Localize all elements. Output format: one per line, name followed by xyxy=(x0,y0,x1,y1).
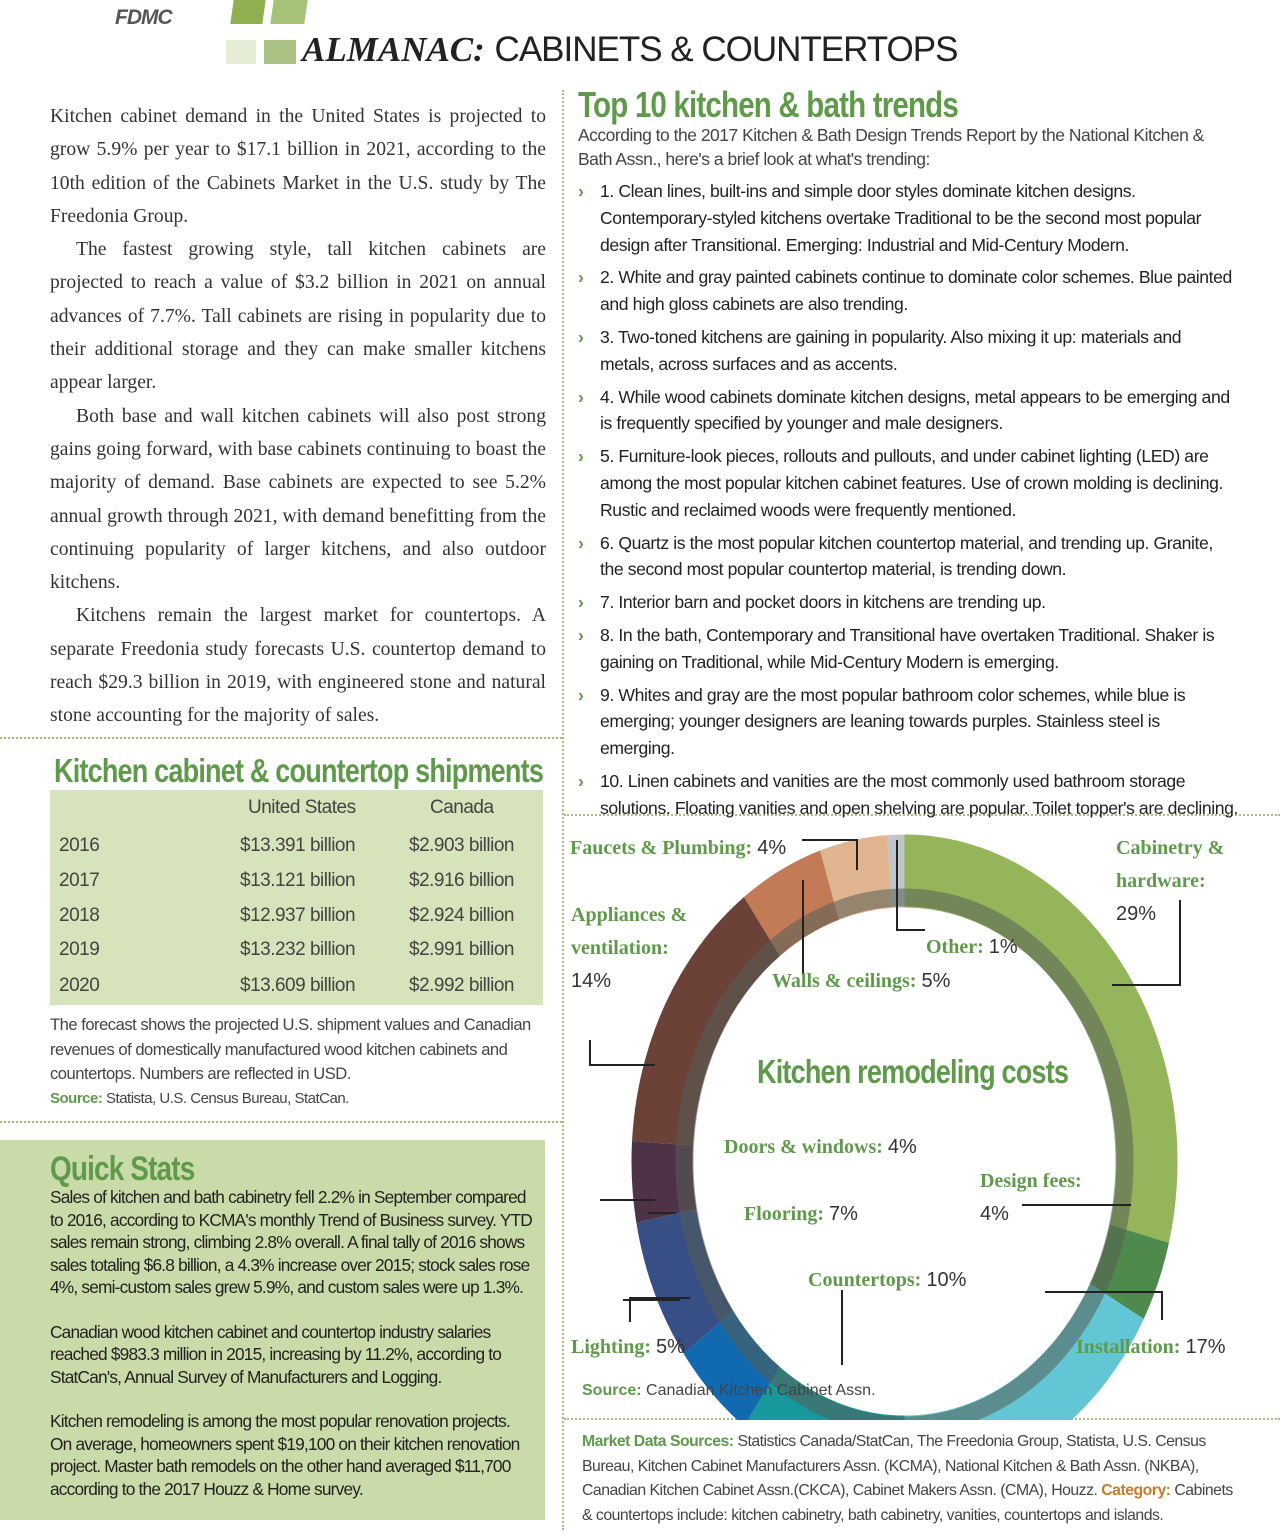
article-paragraph: Kitchen cabinet demand in the United States is projected to grow 5.9% per year to $17.1 billion in 2021, according to the 10th edition of the Cabinets Market in the U.S. study by The Freedonia Group. xyxy=(50,106,546,227)
label-doors: Doors & windows: 4% xyxy=(724,1136,917,1158)
label-appliances: Appliances & ventilation: 14% xyxy=(571,904,688,992)
trends-intro: According to the 2017 Kitchen & Bath Design Trends Report by the National Kitchen & Bath Assn., here's a brief look at what's trending: xyxy=(578,125,1204,169)
label-other: Other: 1% xyxy=(926,936,1018,958)
decor-square xyxy=(226,40,256,64)
label-countertops: Countertops: 10% xyxy=(808,1269,967,1291)
chevron-right-icon: › xyxy=(578,326,584,347)
chevron-right-icon: › xyxy=(578,446,584,467)
fdmc-logo: FDMC xyxy=(115,6,172,29)
shipments-table: United States Canada 2016 $13.391 billion $2.903 billion 2017 $13.121 billion $2.916 billion 2018 $12.937 billion $2.924 billion 2019 $13.232 billion $2.991 billion 2020 $13.609 billion $2.992 billion xyxy=(50,790,543,1005)
trends-list xyxy=(578,178,1238,828)
chevron-right-icon: › xyxy=(578,592,584,613)
chart-title: Kitchen remodeling costs xyxy=(757,1053,1069,1090)
trend-item: › 3. Two-toned kitchens are gaining in popularity. Also mixing it up: materials and metals, across surfaces and as accents. xyxy=(578,324,1238,378)
trend-item: › 5. Furniture-look pieces, rollouts and pullouts, and under cabinet lighting (LED) are among the most popular kitchen cabinet features. Use of crown molding is declining. Rustic and reclaimed woods were frequently mentioned. xyxy=(578,443,1238,523)
label-walls: Walls & ceilings: 5% xyxy=(772,970,951,992)
article-body xyxy=(50,100,546,733)
article-paragraph: Kitchens remain the largest market for countertops. A separate Freedonia study forecasts U.S. countertop demand to reach $29.3 billion in 2019, with engineered stone and natural stone accounting for the majority of sales. xyxy=(50,605,546,727)
label-faucets: Faucets & Plumbing: 4% xyxy=(570,837,787,859)
trend-item: › 7. Interior barn and pocket doors in kitchens are trending up. xyxy=(578,589,1238,616)
chart-source: Source: Canadian Kitchen Cabinet Assn. xyxy=(582,1382,876,1399)
chevron-right-icon: › xyxy=(578,532,584,553)
quick-stats-box xyxy=(0,1140,545,1520)
chevron-right-icon: › xyxy=(578,386,584,407)
chevron-right-icon: › xyxy=(578,181,584,201)
trend-item: › 6. Quartz is the most popular kitchen countertop material, and trending up. Granite, the second most popular countertop material, is trending down. xyxy=(578,530,1238,584)
trend-item: › 4. While wood cabinets dominate kitchen designs, metal appears to be emerging and is frequently specified by younger and male designers. xyxy=(578,384,1238,438)
divider xyxy=(0,737,562,739)
quick-stat: Kitchen remodeling is among the most popular renovation projects. On average, homeowners spent $19,100 on their kitchen renovation project. Master bath remodels on the other hand averaged $11,700 according to the 2017 Houzz & Home survey. xyxy=(50,1411,520,1499)
trend-item: › 8. In the bath, Contemporary and Transitional have overtaken Traditional. Shaker is gaining on Traditional, while Mid-Century Modern is emerging. xyxy=(578,622,1238,676)
chevron-right-icon: › xyxy=(578,770,584,791)
shipments-note: The forecast shows the projected U.S. shipment values and Canadian revenues of domestically manufactured wood kitchen cabinets and countertops. Numbers are reflected in USD. Source: Statista, U.S. Census Bureau, StatCan. xyxy=(50,1015,531,1107)
page-title: ALMANAC: CABINETS & COUNTERTOPS xyxy=(302,30,958,69)
chevron-right-icon: › xyxy=(578,267,584,288)
label-installation: Installation: 17% xyxy=(1076,1336,1226,1358)
label-lighting: Lighting: 5% xyxy=(571,1336,685,1358)
decor-square xyxy=(270,0,307,24)
quick-stats-title: Quick Stats xyxy=(50,1150,195,1188)
divider xyxy=(0,1121,562,1123)
chevron-right-icon: › xyxy=(578,684,584,705)
trend-item: › 2. White and gray painted cabinets continue to dominate color schemes. Blue painted and high gloss cabinets are also trending. xyxy=(578,264,1238,318)
label-cabinetry: Cabinetry & hardware: 29% xyxy=(1116,837,1225,925)
trend-item: › 1. Clean lines, built-ins and simple door styles dominate kitchen designs. Contemporary-styled kitchens overtake Traditional to be the second most popular design after Transitional. Emerging: Industrial and Mid-Century Modern. xyxy=(578,178,1238,258)
col-header: Canada xyxy=(430,797,494,818)
quick-stat: Canadian wood kitchen cabinet and countertop industry salaries reached $983.3 million in 2015, increasing by 11.2%, according to StatCan's, Annual Survey of Manufacturers and Logging. xyxy=(50,1321,502,1387)
chevron-right-icon: › xyxy=(578,624,584,645)
decor-square xyxy=(264,40,296,64)
decor-square xyxy=(230,0,265,24)
trend-item: › 10. Linen cabinets and vanities are the most commonly used bathroom storage solutions. Floating vanities and open shelving are popular. Toilet topper's are declining. xyxy=(578,768,1238,822)
article-paragraph: Both base and wall kitchen cabinets will also post strong gains going forward, with base cabinets continuing to boast the majority of demand. Base cabinets are expected to see 5.2% annual growth through 2021, with demand benefitting from the continuing popularity of larger kitchens, and also outdoor kitchens. xyxy=(50,405,546,594)
quick-stat: Sales of kitchen and bath cabinetry fell 2.2% in September compared to 2016, according to KCMA's monthly Trend of Business survey. YTD sales remain strong, climbing 2.8% overall. A final tally of 2016 shows sales totaling $6.8 billion, a 4.3% increase over 2015; stock sales rose 4%, semi-custom sales grew 5.9%, and custom sales were up 1.3%. xyxy=(50,1187,532,1297)
label-flooring: Flooring: 7% xyxy=(744,1203,858,1225)
trend-item: › 9. Whites and gray are the most popular bathroom color schemes, while blue is emerging; younger designers are leaning towards purples. Stainless steel is emerging. xyxy=(578,682,1238,762)
market-data-sources: Market Data Sources: Statistics Canada/StatCan, The Freedonia Group, Statista, U.S. Census Bureau, Kitchen Cabinet Manufacturers Assn. (KCMA), National Kitchen & Bath Assn. (NKBA), Canadian Kitchen Cabinet Assn.(CKCA), Cabinet Makers Assn. (CMA), Houzz. Category: Cabinets & countertops include: kitchen cabinetry, bath cabinetry, vanities, countertops and islands. xyxy=(582,1433,1233,1524)
shipments-title: Kitchen cabinet & countertop shipments xyxy=(54,752,544,789)
col-header: United States xyxy=(248,797,356,818)
article-paragraph: The fastest growing style, tall kitchen cabinets are projected to reach a value of $3.2 billion in 2021 on annual advances of 7.7%. Tall cabinets are rising in popularity due to their additional storage and they can make smaller kitchens appear larger. xyxy=(50,239,546,394)
trends-title: Top 10 kitchen & bath trends xyxy=(578,84,958,125)
label-design-fees: Design fees: 4% xyxy=(980,1170,1082,1225)
